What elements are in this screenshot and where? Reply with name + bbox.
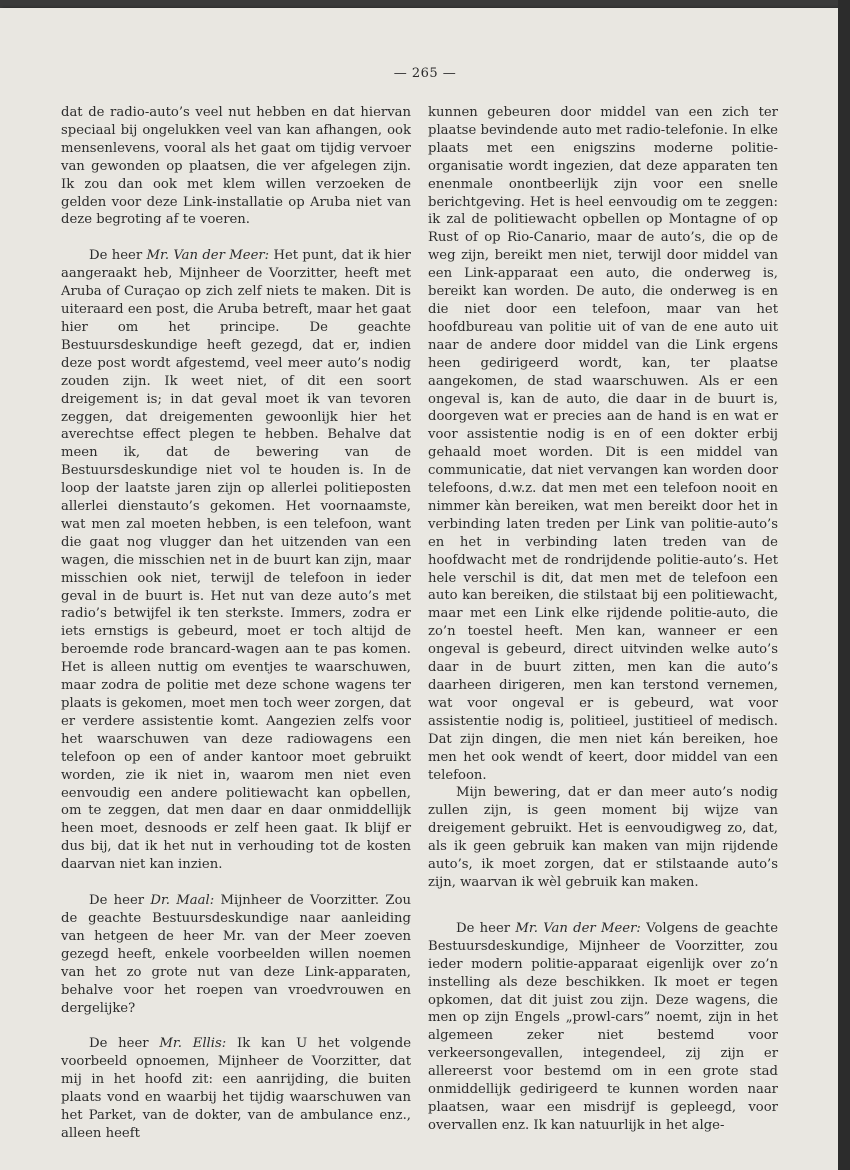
left-column: [61, 104, 411, 1143]
speaker-name: Mr. Van der Meer:: [515, 920, 641, 936]
page-number: — 265 —: [393, 66, 457, 81]
scan-edge: [838, 0, 850, 1170]
paragraph: De heer Mr. Van der Meer: Het punt, dat ik hier aangeraakt heb, Mijnheer de Voorzitter, heeft met Aruba of Curaçao op zich zelf niets te maken. Dit is uiteraard een post, die Aruba betreft, maar het gaat hier om het principe. De geachte Bestuursdeskundige heeft gezegd, dat er, indien deze post wordt afgestemd, veel meer auto’s nodig zouden zijn. Ik weet niet, of dit een soort dreigement is; in dat geval moet ik van tevoren zeggen, dat dreigementen gewoonlijk hier het averechtse effect plegen te hebben. Behalve dat meen ik, dat de bewering van de Bestuursdeskundige niet vol te houden is. In de loop der laatste jaren zijn op allerlei politieposten allerlei dienstauto’s gekomen. Het voornaamste, wat men zal moeten hebben, is een telefoon, want die gaat nog vlugger dan het uitzenden van een wagen, die misschien net in de buurt kan zijn, maar misschien ook niet, terwijl de telefoon in ieder geval in de buurt is. Het nut van deze auto’s met radio’s betwijfel ik ten sterkste. Immers, zodra er iets ernstigs is gebeurd, moet er toch altijd de beroemde rode brancard-wagen aan te pas komen. Het is alleen nuttig om eventjes te waarschuwen, maar zodra de politie met deze schone wagens ter plaats is gekomen, moet men toch weer zorgen, dat er verdere assistentie komt. Aangezien zelfs voor het waarschuwen van deze radiowagens een telefoon op een of ander kantoor moet gebruikt worden, zie ik niet in, waarom men niet even eenvoudig een andere politiewacht kan opbellen, om te zeggen, dat men daar en daar onmiddellijk heen moet, desnoods er zelf heen gaat. Ik blijf er dus bij, dat ik het nut in verhouding tot de kosten daarvan niet kan inzien.: [61, 248, 411, 873]
paragraph: Mijn bewering, dat er dan meer auto’s nodig zullen zijn, is geen moment bij wijze van dreigement gebruikt. Het is eenvoudigweg zo, dat, als ik geen gebruik kan maken van mijn rijdende auto’s, ik moet zorgen, dat er stilstaande auto’s zijn, waarvan ik wèl gebruik kan maken.: [428, 785, 778, 890]
speaker-name: Dr. Maal:: [150, 893, 215, 909]
paragraph: De heer Mr. Ellis: Ik kan U het volgende voorbeeld opnoemen, Mijnheer de Voorzitter, dat mij in het hoofd zit: een aanrijding, die buiten plaats vond en waarbij het tijdig waarschuwen van het Parket, van de dokter, van de ambulance enz., alleen heeft: [61, 1036, 412, 1141]
speaker-name: Mr. Van der Meer:: [146, 248, 270, 264]
paragraph: kunnen gebeuren door middel van een zich ter plaatse bevindende auto met radio-telefonie. In elke plaats met een enigszins moderne politie-organisatie wordt ingezien, dat deze apparaten ten enenmale onontbeerlijk zijn voor een snelle berichtgeving. Het is heel eenvoudig om te zeggen: ik zal de politiewacht opbellen op Montagne of op Rust of op Rio-Canario, maar de auto’s, die op de weg zijn, bereikt men niet, terwijl door middel van een Link-apparaat een auto, die onderweg is, bereikt kan worden. De auto, die onderweg is en die niet door een telefoon, maar van het hoofdbureau van politie uit of van de ene auto uit naar de andere door middel van die Link ergens heen gedirigeerd wordt, kan, ter plaatse aangekomen, de stad waarschuwen. Als er een ongeval is, kan de auto, die daar in de buurt is, doorgeven wat er precies aan de hand is en wat er voor assistentie nodig is en of een dokter erbij gehaald moet worden. Dit is een middel van communicatie, dat niet vervangen kan worden door telefoons, d.w.z. dat men met een telefoon nooit en nimmer kàn bereiken, wat men bereikt door het in verbinding laten treden per Link van politie-auto’s en het in verbinding laten treden van de hoofdwacht met de rondrijdende politie-auto’s. Het hele verschil is dit, dat men met de telefoon een auto kan bereiken, die stilstaat bij een politiewacht, maar met een Link elke rijdende politie-auto, die zo’n toestel heeft. Men kan, wanneer er een ongeval is gebeurd, direct uitvinden welke auto’s daar in de buurt zitten, men kan die auto’s daarheen dirigeren, men kan terstond vernemen, wat voor ongeval er is gebeurd, wat voor assistentie nodig is, politieel, justitieel of medisch. Dat zijn dingen, die men niet kán bereiken, hoe men het ook wendt of keert, door middel van een telefoon.: [428, 105, 778, 783]
right-column: [428, 104, 778, 1135]
paragraph: dat de radio-auto’s veel nut hebben en dat hiervan speciaal bij ongelukken veel van kan afhangen, ook mensenlevens, vooral als het gaat om tijdig vervoer van gewonden op plaatsen, die ver afgelegen zijn. Ik zou dan ook met klem willen verzoeken de gelden voor deze Link-installatie op Aruba niet van deze begroting af te voeren.: [61, 105, 411, 228]
paragraph: De heer Mr. Van der Meer: Volgens de geachte Bestuursdeskundige, Mijnheer de Voorzitter, zou ieder modern politie-apparaat eigenlijk over zo’n instelling als deze beschikken. Ik moet er tegen opkomen, dat dit juist zou zijn. Deze wagens, die men op zijn Engels „prowl-cars” noemt, zijn in het algemeen zeker niet bestemd voor verkeersongevallen, integendeel, zij zijn er allereerst voor bestemd om in een grote stad onmiddellijk gedirigeerd te kunnen worden naar plaatsen, waar een misdrijf is gepleegd, voor overvallen enz. Ik kan natuurlijk in het alge-: [428, 920, 779, 1133]
paragraph: De heer Dr. Maal: Mijnheer de Voorzitter. Zou de geachte Bestuursdeskundige naar aanleiding van hetgeen de heer Mr. van der Meer zoeven gezegd heeft, enkele voorbeelden willen noemen van het zo grote nut van deze Link-apparaten, behalve voor het roepen van vroedvrouwen en dergelijke?: [61, 893, 412, 1016]
speaker-name: Mr. Ellis:: [159, 1036, 227, 1052]
